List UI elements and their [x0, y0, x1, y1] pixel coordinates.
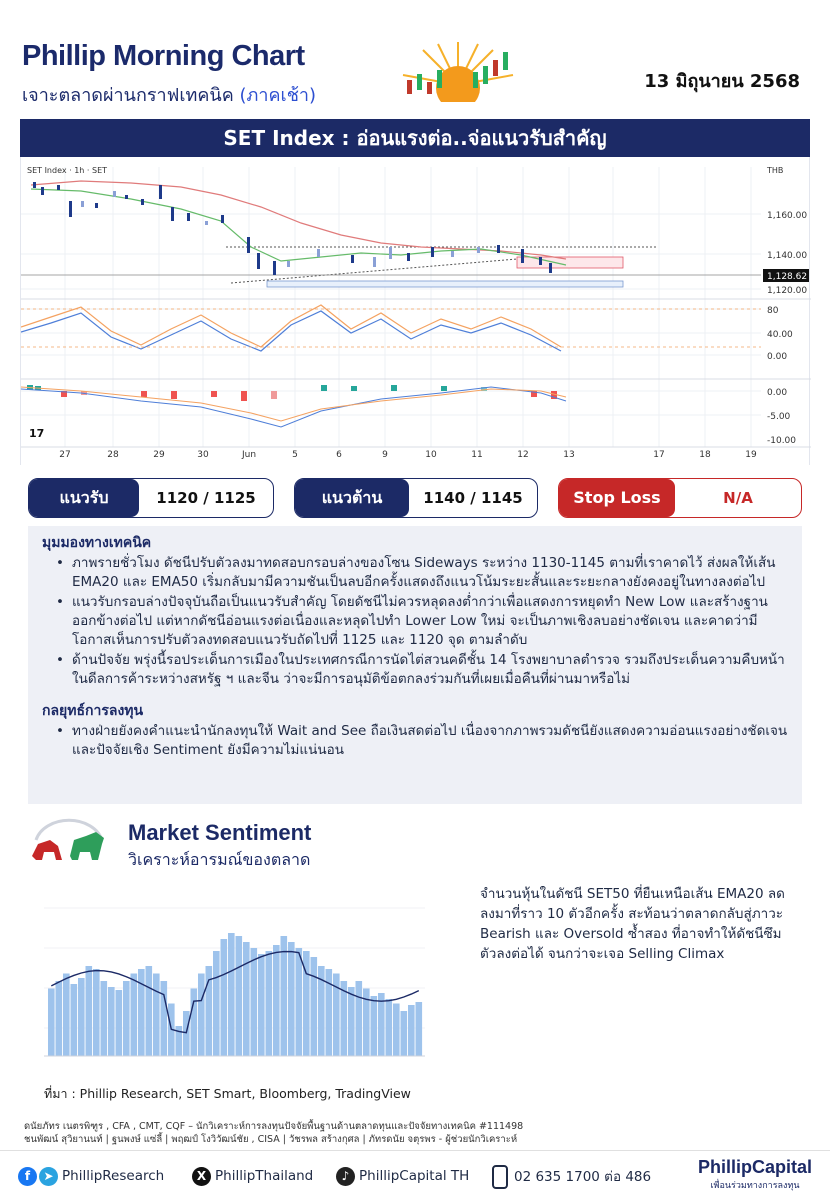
sentiment-header	[28, 810, 448, 874]
brand-logo-text: PhillipCapital	[697, 1157, 812, 1177]
facebook-icon: f	[18, 1167, 37, 1186]
x-label-12: 13	[563, 450, 575, 460]
strategy-points	[42, 722, 788, 760]
footer-x[interactable]	[192, 1165, 313, 1187]
tech-points	[42, 554, 788, 689]
phone-icon	[492, 1165, 508, 1189]
sentiment-bar	[348, 987, 355, 1056]
strategy-point-1: • ทางฝ่ายยังคงคำแนะนำนักลงทุนให้ Wait and See ถือเงินสดต่อไป เนื่องจากภาพรวมดัชนียังแสดงความอ่อนแรงอย่างชัดเจนและปัจจัยเชิง Sentiment ยังมีความไม่แน่นอน	[56, 722, 788, 760]
sentiment-bar	[86, 966, 93, 1056]
sunrise-chart-illustration	[393, 40, 523, 110]
support-label: แนวรับ	[29, 479, 139, 517]
x-label-2: 28	[107, 450, 119, 460]
sentiment-bar	[393, 1004, 400, 1057]
key-levels	[28, 478, 808, 520]
sentiment-bar	[123, 981, 130, 1056]
x-label-4: 30	[197, 450, 209, 460]
sentiment-bar	[288, 942, 295, 1056]
x-label-14: 18	[699, 450, 711, 460]
x-label-3: 29	[153, 450, 165, 460]
sentiment-breadth-chart	[30, 878, 440, 1068]
analyst-credits	[24, 1120, 804, 1146]
footer-phone[interactable]	[492, 1165, 651, 1187]
macd-tick-3: -10.00	[767, 436, 797, 446]
sentiment-bar	[93, 969, 100, 1056]
sentiment-bar	[281, 936, 288, 1056]
x-handle: PhillipThailand	[215, 1168, 314, 1184]
support-box	[28, 478, 274, 518]
resistance-box	[294, 478, 538, 518]
tech-point-2: • แนวรับกรอบล่างปัจจุบันถือเป็นแนวรับสำคัญ โดยดัชนีไม่ควรหลุดลงต่ำกว่าเพื่อแสดงการหยุดทำ New Low และสร้างฐานออกข้างต่อไป แต่หากดัชนีอ่อนแรงต่อเนื่องและหลุดไปทำ Lower Low ใหม่ จะเป็นภาพเชิงลบอย่างชัดเจน และคาดว่ามีโอกาสเห็นการปรับตัวลงทดสอบแนวรับถัดไปที่ 1125 และ 1120 จุด ตามลำดับ	[56, 593, 788, 650]
sentiment-bar	[191, 989, 198, 1057]
stoploss-value: N/A	[723, 489, 753, 507]
currency-label: THB	[767, 166, 784, 175]
sentiment-source: ที่มา : Phillip Research, SET Smart, Bloomberg, TradingView	[44, 1086, 411, 1101]
report-title: Phillip Morning Chart	[22, 40, 305, 72]
sentiment-description: จำนวนหุ้นในดัชนี SET50 ที่ยืนเหนือเส้น EMA20 ลดลงมาที่ราว 10 ตัวอีกครั้ง สะท้อนว่าตลาดกลับสู่ภาวะ Bearish และ Oversold ซ้ำสอง ที่อาจทำให้ดัชนีซึมตัวลงต่อได้ จนกว่าจะเจอ Selling Climax	[480, 886, 785, 962]
credits-line-2: ชนพัฒน์ สุวิยานนท์ | ฐนพงษ์ แซ่ลี้ | พฤฒป์ โงวิวัฒน์ชัย , CISA | วัชรพล สร้างกุศล | ภัทรดนัย จตุรพร - ผู้ช่วยนักวิเคราะห์	[24, 1134, 518, 1145]
macd-tick-1: 0.00	[767, 388, 788, 398]
osc-tick-1: 80	[767, 306, 779, 316]
x-label-7: 6	[336, 450, 342, 460]
sentiment-bar	[378, 993, 385, 1056]
price-tick-3: 1,120.00	[767, 286, 808, 296]
x-icon: X	[192, 1167, 211, 1186]
last-price-label: 1,128.62	[767, 272, 808, 282]
macd-tick-2: -5.00	[767, 412, 791, 422]
resistance-value: 1140 / 1145	[423, 489, 523, 507]
tech-heading: มุมมองทางเทคนิค	[42, 535, 152, 551]
facebook-handle: PhillipResearch	[62, 1168, 165, 1184]
subtitle-accent: (ภาคเช้า)	[239, 85, 317, 106]
sentiment-bar	[101, 981, 108, 1056]
sentiment-bar	[228, 933, 235, 1056]
support-value: 1120 / 1125	[156, 489, 256, 507]
sentiment-bar	[371, 996, 378, 1056]
sentiment-bar	[116, 990, 123, 1056]
sentiment-bar	[198, 974, 205, 1057]
tradingview-logo: 17	[29, 427, 45, 440]
report-subtitle	[22, 80, 316, 109]
price-tick-1: 1,160.00	[767, 211, 808, 221]
sentiment-bar	[221, 939, 228, 1056]
x-label-9: 10	[425, 450, 437, 460]
sentiment-bar	[161, 981, 168, 1056]
sentiment-bar	[63, 974, 70, 1057]
sentiment-bar	[236, 936, 243, 1056]
sentiment-bar	[258, 954, 265, 1056]
sentiment-bar	[401, 1011, 408, 1056]
x-label-11: 12	[517, 450, 529, 460]
tech-point-1: • ภาพรายชั่วโมง ดัชนีปรับตัวลงมาทดสอบกรอบล่างของโซน Sideways ระหว่าง 1130-1145 ตามที่เราคาดไว้ ส่งผลให้เส้น EMA20 และ EMA50 เริ่มกลับมามีความชันเป็นลบอีกครั้งแสดงถึงแนวโน้มระยะสั้นและระยะกลางยังคงอยู่ในทางลงต่อไป	[56, 554, 788, 592]
sentiment-bar	[56, 981, 63, 1056]
sentiment-bar	[251, 948, 258, 1056]
analysis-panel	[28, 526, 802, 804]
subtitle-main: เจาะตลาดผ่านกราฟเทคนิค	[22, 85, 234, 106]
footer-brand	[698, 1157, 812, 1192]
footer-facebook[interactable]	[18, 1165, 164, 1187]
bull-bear-logo	[28, 810, 110, 870]
x-label-13: 17	[653, 450, 665, 460]
section-title: SET Index : อ่อนแรงต่อ..จ่อแนวรับสำคัญ	[20, 119, 810, 157]
sentiment-bar	[311, 957, 318, 1056]
footer-tiktok[interactable]	[336, 1165, 469, 1187]
osc-tick-2: 40.00	[767, 330, 793, 340]
price-tick-2: 1,140.00	[767, 251, 808, 261]
sentiment-bar	[296, 948, 303, 1056]
sentiment-bar	[416, 1002, 423, 1056]
sentiment-bar	[213, 951, 220, 1056]
tiktok-icon: ♪	[336, 1167, 355, 1186]
symbol-label: SET Index · 1h · SET	[27, 166, 108, 175]
sentiment-bar	[386, 999, 393, 1056]
brand-tagline: เพื่อนร่วมทางการลงทุน	[710, 1181, 800, 1191]
sentiment-bar	[108, 987, 115, 1056]
report-header	[0, 0, 830, 118]
sentiment-title: Market Sentiment	[128, 820, 312, 845]
x-label-6: 5	[292, 450, 298, 460]
sentiment-bar	[71, 984, 78, 1056]
sentiment-subtitle: วิเคราะห์อารมณ์ของตลาด	[128, 850, 311, 869]
sentiment-bar	[266, 951, 273, 1056]
sentiment-bar	[183, 1011, 190, 1056]
tech-point-3: • ด้านปัจจัย พรุ่งนี้รอประเด็นการเมืองในประเทศกรณีการนัดไต่สวนคดีชั้น 14 โรงพยาบาลตำรวจ รวมถึงประเด็นความคืบหน้าในดีลการค้าระหว่างสหรัฐ ฯ และจีน ว่าจะมีการอนุมัติข้อตกลงร่วมกันที่เผยเมื่อคืนที่ผ่านมาหรือไม่	[56, 651, 788, 689]
phone-number: 02 635 1700 ต่อ 486	[514, 1169, 652, 1185]
set-index-chart	[20, 157, 810, 465]
sentiment-bar	[273, 945, 280, 1056]
tiktok-handle: PhillipCapital TH	[359, 1168, 470, 1184]
sentiment-bar	[243, 942, 250, 1056]
resistance-label: แนวต้าน	[295, 479, 409, 517]
sentiment-bar	[408, 1005, 415, 1056]
credits-line-1: ดนัยภัทร เนตรพิฑูร , CFA , CMT, CQF – นักวิเคราะห์การลงทุนปัจจัยพื้นฐานด้านตลาดทุนและปัจจัยทางเทคนิค #111498	[24, 1121, 524, 1132]
stoploss-label: Stop Loss	[559, 479, 675, 517]
sentiment-bar	[78, 978, 85, 1056]
strategy-heading: กลยุทธ์การลงทุน	[42, 703, 144, 719]
chart-canvas	[21, 157, 811, 465]
osc-tick-3: 0.00	[767, 352, 788, 362]
report-date: 13 มิถุนายน 2568	[644, 71, 800, 92]
stoploss-box	[558, 478, 802, 518]
telegram-icon: ➤	[39, 1167, 58, 1186]
x-label-5: Jun	[241, 450, 257, 460]
sentiment-bar	[48, 989, 55, 1057]
footer	[0, 1150, 830, 1200]
x-label-15: 19	[745, 450, 757, 460]
x-label-8: 9	[382, 450, 388, 460]
sentiment-bar	[146, 966, 153, 1056]
sentiment-bar	[153, 974, 160, 1057]
sentiment-bar	[131, 974, 138, 1057]
x-label-1: 27	[59, 450, 71, 460]
sentiment-bar	[356, 981, 363, 1056]
x-label-10: 11	[471, 450, 483, 460]
